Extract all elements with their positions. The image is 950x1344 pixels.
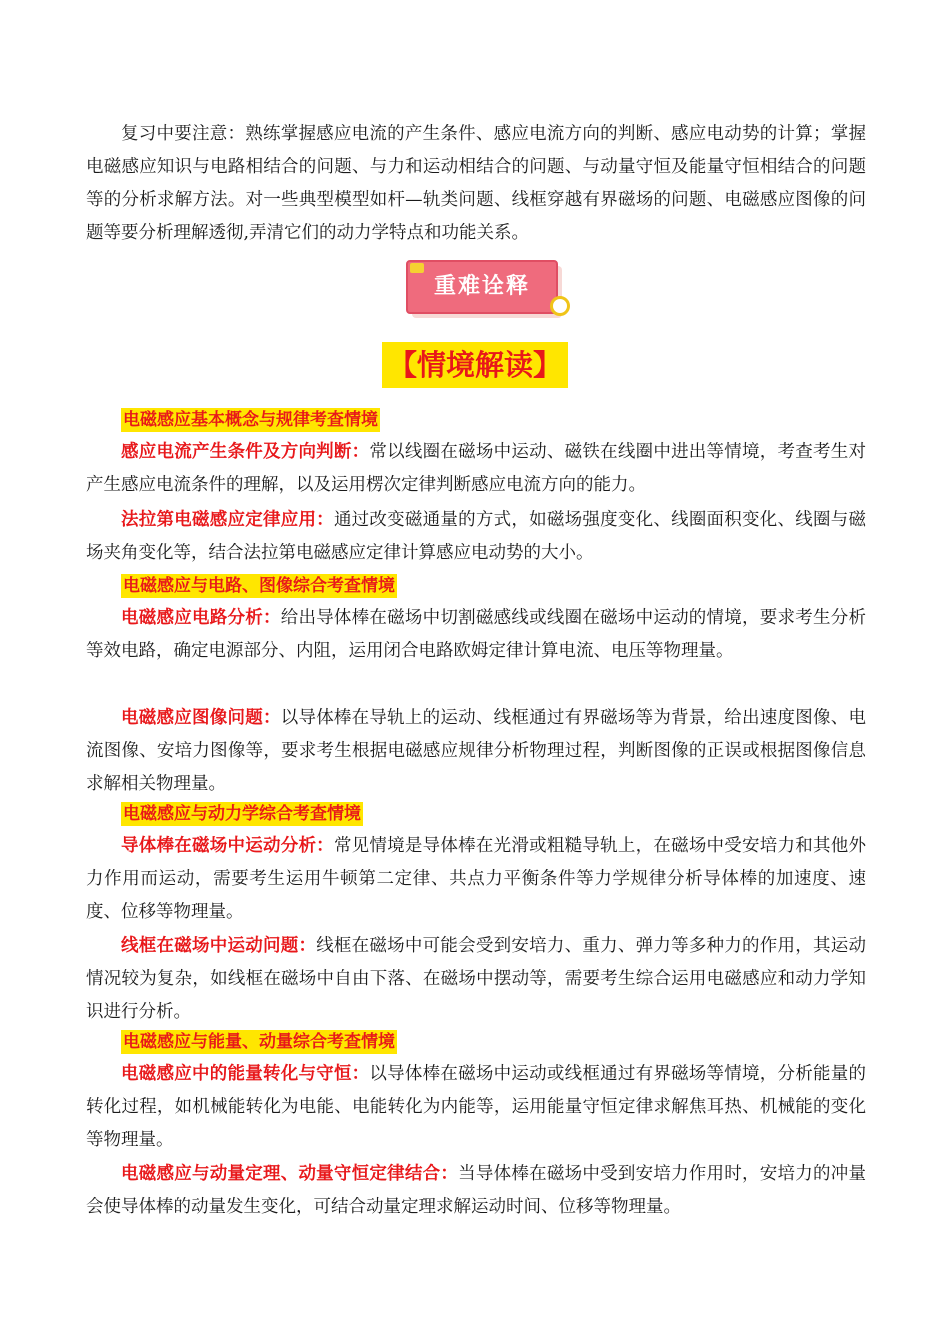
paragraph-lead: 法拉第电磁感应定律应用： (121, 510, 334, 530)
content-paragraph (86, 830, 866, 929)
content-paragraph (86, 602, 866, 668)
intro-paragraph: 复习中要注意：熟练掌握感应电流的产生条件、感应电流方向的判断、感应电动势的计算；掌握电磁感应知识与电路相结合的问题、与力和运动相结合的问题、与动量守恒及能量守恒相结合的问题等的分析求解方法。对一些典型模型如杆—轨类问题、线框穿越有界磁场的问题、电磁感应图像的问题等要分析理解透彻,弄清它们的动力学特点和功能关系。 (86, 124, 866, 243)
content-paragraph (86, 1158, 866, 1224)
paragraph-lead: 电磁感应电路分析： (121, 608, 281, 628)
paragraph-lead: 电磁感应中的能量转化与守恒： (121, 1064, 370, 1084)
paragraph-lead: 感应电流产生条件及方向判断： (121, 442, 370, 462)
paragraph-text: 以导体棒在导轨上的运动、线框通过有界磁场等为背景，给出速度图像、电流图像、安培力图像等，要求考生根据电磁感应规律分析物理过程，判断图像的正误或根据图像信息求解相关物理量。 (86, 708, 867, 794)
difficulty-badge (406, 260, 574, 324)
badge-label: 重难诠释 (433, 274, 530, 299)
group-heading: 电磁感应与电路、图像综合考查情境 (123, 576, 395, 596)
paragraph-lead: 线框在磁场中运动问题： (121, 936, 317, 956)
content-paragraph (86, 504, 866, 570)
section-title-text: 【情境解读】 (382, 342, 568, 388)
content-paragraph (86, 702, 866, 801)
group-heading: 电磁感应与能量、动量综合考查情境 (123, 1032, 395, 1052)
group-heading: 电磁感应基本概念与规律考查情境 (123, 410, 378, 430)
paragraph-text: 常以线圈在磁场中运动、磁铁在线圈中进出等情境，考查考生对产生感应电流条件的理解，以及运用楞次定律判断感应电流方向的能力。 (86, 442, 867, 495)
paragraph-lead: 电磁感应与动量定理、动量守恒定律结合： (121, 1164, 459, 1184)
paragraph-lead: 导体棒在磁场中运动分析： (121, 836, 334, 856)
paragraph-text: 常见情境是导体棒在光滑或粗糙导轨上，在磁场中受安培力和其他外力作用而运动，需要考生运用牛顿第二定律、共点力平衡条件等力学规律分析导体棒的加速度、速度、位移等物理量。 (86, 836, 867, 922)
paragraph-text: 给出导体棒在磁场中切割磁感线或线圈在磁场中运动的情境，要求考生分析等效电路，确定电源部分、内阻，运用闭合电路欧姆定律计算电流、电压等物理量。 (86, 608, 867, 661)
paragraph-text: 当导体棒在磁场中受到安培力作用时，安培力的冲量会使导体棒的动量发生变化，可结合动量定理求解运动时间、位移等物理量。 (86, 1164, 867, 1217)
ring-icon (550, 296, 570, 316)
content-paragraph (86, 436, 866, 502)
section-title (0, 342, 950, 388)
content-paragraph (86, 930, 866, 1029)
paragraph-text: 以导体棒在磁场中运动或线框通过有界磁场等情境，分析能量的转化过程，如机械能转化为电能、电能转化为内能等，运用能量守恒定律求解焦耳热、机械能的变化等物理量。 (86, 1064, 867, 1150)
content-paragraph (86, 1058, 866, 1157)
paragraph-lead: 电磁感应图像问题： (121, 708, 281, 728)
paragraph-text: 通过改变磁通量的方式，如磁场强度变化、线圈面积变化、线圈与磁场夹角变化等，结合法拉第电磁感应定律计算感应电动势的大小。 (86, 510, 867, 563)
paragraph-text: 线框在磁场中可能会受到安培力、重力、弹力等多种力的作用，其运动情况较为复杂，如线框在磁场中自由下落、在磁场中摆动等，需要考生综合运用电磁感应和动力学知识进行分析。 (86, 936, 867, 1022)
group-heading: 电磁感应与动力学综合考查情境 (123, 804, 361, 824)
